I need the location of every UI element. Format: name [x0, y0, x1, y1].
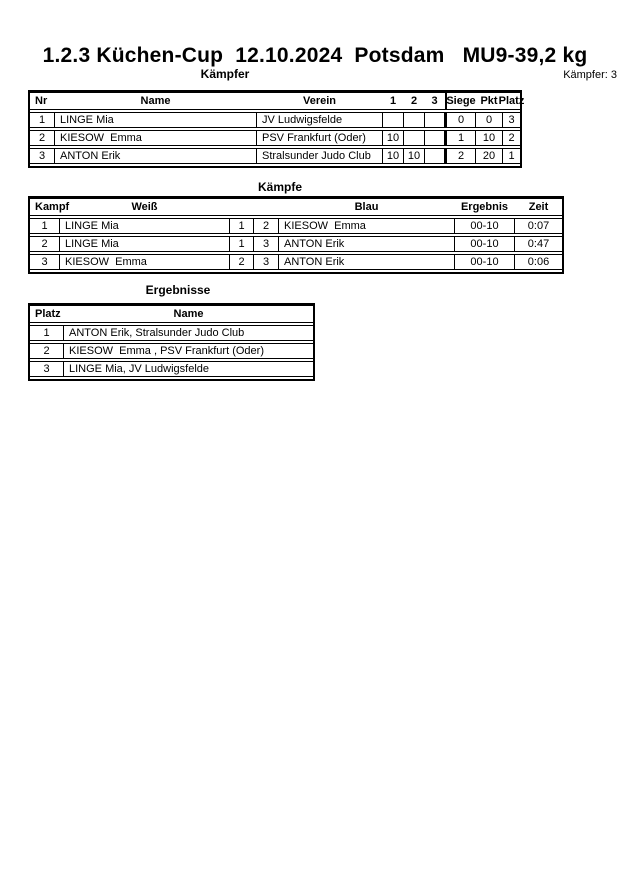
- table-row: [30, 325, 313, 341]
- table-row: [30, 361, 313, 377]
- fighter-count-label: Kämpfer: 3: [563, 69, 617, 81]
- column-header-blau: Blau: [354, 200, 379, 213]
- cell-blau-nr: 3: [254, 255, 279, 269]
- cell-platz: 2: [30, 344, 64, 358]
- cell-name: KIESOW Emma: [55, 131, 257, 145]
- table-row: [30, 343, 313, 359]
- kaempfe-header-row: [30, 198, 562, 216]
- cell-weiss: KIESOW Emma: [60, 255, 230, 269]
- cell-blau: ANTON Erik: [279, 255, 455, 269]
- cell-nr: 1: [30, 113, 55, 127]
- table-row: [30, 130, 520, 146]
- cell-nr: 3: [30, 149, 55, 163]
- page-title: 1.2.3 Küchen-Cup 12.10.2024 Potsdam MU9-39,2 kg: [42, 44, 588, 67]
- cell-platz: 1: [30, 326, 64, 340]
- cell-siege: 2: [445, 149, 476, 163]
- cell-kampf: 3: [30, 255, 60, 269]
- cell-round1: [383, 113, 404, 127]
- cell-pkt: 20: [476, 149, 503, 163]
- cell-blau: ANTON Erik: [279, 237, 455, 251]
- column-header-verein: Verein: [302, 94, 337, 107]
- cell-platz: 2: [508, 131, 515, 144]
- table-row: [30, 254, 562, 270]
- column-header-siege: Siege: [445, 93, 476, 109]
- cell-name: LINGE Mia, JV Ludwigsfelde: [69, 362, 210, 375]
- cell-kampf: 1: [30, 219, 60, 233]
- column-header-name: Name: [173, 307, 204, 320]
- section-title-ergebnisse: Ergebnisse: [145, 283, 211, 297]
- cell-round2: [404, 131, 425, 145]
- cell-platz: 3: [30, 362, 64, 376]
- column-header-pkt: Pkt: [480, 94, 498, 107]
- cell-blau-nr: 2: [254, 219, 279, 233]
- cell-blau-nr: 3: [254, 237, 279, 251]
- column-header-name: Name: [140, 94, 171, 107]
- cell-round1: 10: [383, 149, 404, 163]
- cell-kampf: 2: [30, 237, 60, 251]
- table-row: [30, 148, 520, 164]
- kaempfer-header-row: [30, 92, 525, 110]
- column-header-2: 2: [410, 94, 418, 107]
- table-row: [30, 112, 520, 128]
- cell-ergebnis: 00-10: [455, 237, 515, 251]
- cell-zeit: 0:07: [527, 219, 550, 232]
- cell-round3: [425, 113, 445, 127]
- cell-siege: 0: [445, 113, 476, 127]
- section-title-kaempfe: Kämpfe: [257, 180, 302, 194]
- cell-name: LINGE Mia: [55, 113, 257, 127]
- cell-ergebnis: 00-10: [455, 255, 515, 269]
- column-header-kampf: Kampf: [35, 200, 70, 213]
- ergebnisse-table: [28, 303, 315, 381]
- column-header-nr: Nr: [35, 94, 48, 107]
- cell-name: ANTON Erik, Stralsunder Judo Club: [69, 326, 245, 339]
- cell-zeit: 0:47: [527, 237, 550, 250]
- cell-weiss-nr: 2: [230, 255, 254, 269]
- cell-verein: Stralsunder Judo Club: [257, 149, 383, 163]
- cell-verein: PSV Frankfurt (Oder): [257, 131, 383, 145]
- cell-round3: [425, 149, 445, 163]
- column-header-1: 1: [389, 94, 397, 107]
- column-header-blau-nr: [254, 199, 279, 215]
- cell-round3: [425, 131, 445, 145]
- column-header-platz: Platz: [498, 94, 525, 107]
- cell-pkt: 0: [476, 113, 503, 127]
- column-header-ergebnis: Ergebnis: [460, 200, 509, 213]
- cell-name: ANTON Erik: [55, 149, 257, 163]
- cell-platz: 3: [508, 113, 515, 126]
- column-header-zeit: Zeit: [528, 200, 549, 213]
- column-header-weiss-nr: [230, 199, 254, 215]
- cell-pkt: 10: [476, 131, 503, 145]
- cell-platz: 1: [508, 149, 515, 162]
- kaempfe-table: [28, 196, 564, 274]
- cell-ergebnis: 00-10: [455, 219, 515, 233]
- cell-weiss-nr: 1: [230, 237, 254, 251]
- cell-weiss: LINGE Mia: [60, 237, 230, 251]
- cell-verein: JV Ludwigsfelde: [257, 113, 383, 127]
- column-header-3: 3: [431, 94, 438, 107]
- cell-siege: 1: [445, 131, 476, 145]
- cell-weiss-nr: 1: [230, 219, 254, 233]
- cell-weiss: LINGE Mia: [60, 219, 230, 233]
- cell-round2: [404, 113, 425, 127]
- ergebnisse-header-row: [30, 305, 313, 323]
- cell-name: KIESOW Emma , PSV Frankfurt (Oder): [69, 344, 264, 357]
- cell-round2: 10: [404, 149, 425, 163]
- table-row: [30, 218, 562, 234]
- cell-blau: KIESOW Emma: [279, 219, 455, 233]
- cell-nr: 2: [30, 131, 55, 145]
- table-row: [30, 236, 562, 252]
- column-header-weiss: Weiß: [131, 200, 158, 213]
- cell-round1: 10: [383, 131, 404, 145]
- cell-zeit: 0:06: [527, 255, 550, 268]
- kaempfer-table: [28, 90, 525, 168]
- section-title-kaempfer: Kämpfer: [200, 67, 250, 81]
- column-header-platz: Platz: [35, 307, 61, 320]
